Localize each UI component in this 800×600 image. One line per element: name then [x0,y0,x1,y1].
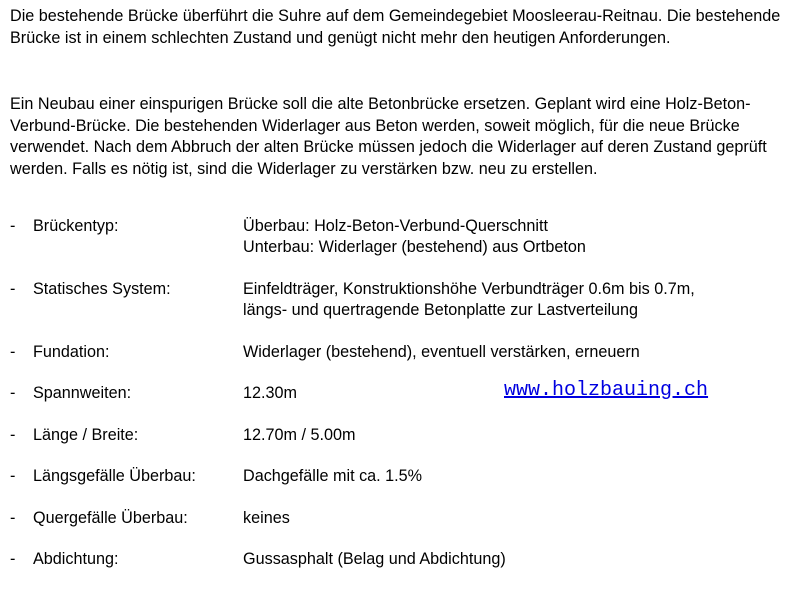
list-bullet: - [10,280,16,298]
spec-value [243,425,355,446]
spec-value-line: Unterbau: Widerlager (bestehend) aus Ortbeton [243,238,586,256]
list-bullet: - [10,343,16,361]
spec-value [243,279,695,321]
spec-label: Längsgefälle Überbau: [33,467,196,485]
spec-value [243,216,586,258]
project-paragraph: Ein Neubau einer einspurigen Brücke soll die alte Betonbrücke ersetzen. Geplant wird eine Holz-Beton-Verbund-Brücke. Die bestehenden Widerlager aus Beton werden, soweit möglich, für die neue Brücke verwendet. Nach dem Abbruch der alten Brücke müssen jedoch die Widerlager auf deren Zustand geprüft werden. Falls es nötig ist, sind die Widerlager zu verstärken bzw. neu zu erstellen. [10,95,767,178]
spec-value-line: 12.30m [243,384,297,402]
list-bullet: - [10,467,16,485]
list-bullet: - [10,550,16,568]
spec-label: Fundation: [33,343,110,361]
spec-value [243,549,506,570]
spec-value [243,466,422,487]
list-bullet: - [10,509,16,527]
spec-label: Länge / Breite: [33,426,139,444]
website-link[interactable]: www.holzbauing.ch [504,379,709,402]
spec-label: Abdichtung: [33,550,119,568]
spec-value-line: Widerlager (bestehend), eventuell verstärken, erneuern [243,343,640,361]
spec-value [243,383,297,404]
spec-value [243,508,290,529]
spec-value [243,342,640,363]
list-bullet: - [10,384,16,402]
spec-label: Brückentyp: [33,217,119,235]
spec-label: Quergefälle Überbau: [33,509,188,527]
spec-value-line: Gussasphalt (Belag und Abdichtung) [243,550,506,568]
spec-value-line: keines [243,509,290,527]
spec-label: Statisches System: [33,280,171,298]
list-bullet: - [10,426,16,444]
list-bullet: - [10,217,16,235]
spec-value-line: längs- und quertragende Betonplatte zur Lastverteilung [243,301,639,319]
intro-paragraph: Die bestehende Brücke überführt die Suhre auf dem Gemeindegebiet Moosleerau-Reitnau. Die bestehende Brücke ist in einem schlechten Zustand und genügt nicht mehr den heutigen Anforderungen. [10,7,781,47]
spec-value-line: Einfeldträger, Konstruktionshöhe Verbundträger 0.6m bis 0.7m, [243,280,695,298]
spec-label: Spannweiten: [33,384,132,402]
spec-value-line: 12.70m / 5.00m [243,426,356,444]
spec-value-line: Dachgefälle mit ca. 1.5% [243,467,423,485]
spec-value-line: Überbau: Holz-Beton-Verbund-Querschnitt [243,217,549,235]
